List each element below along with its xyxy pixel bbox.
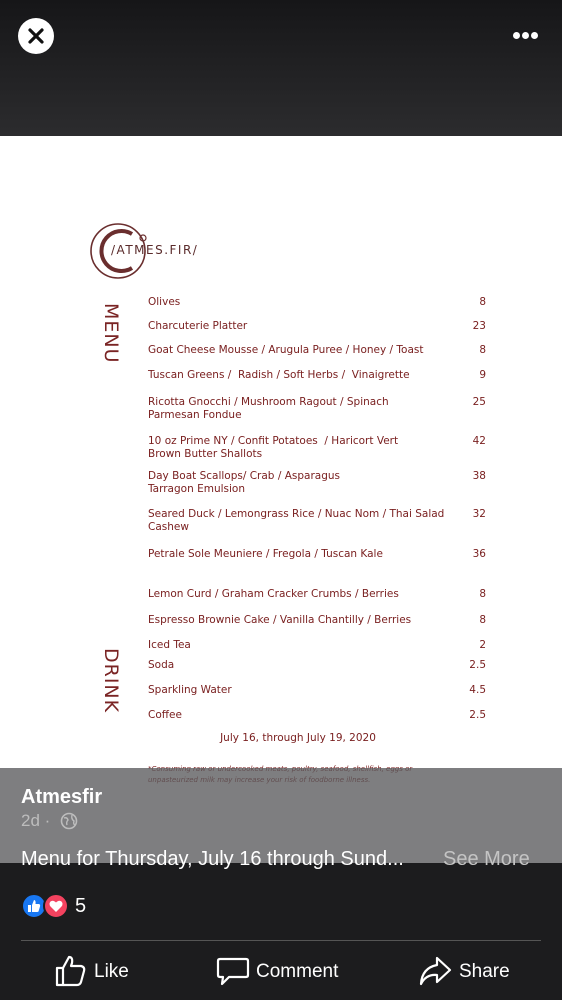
divider	[21, 940, 541, 941]
menu-item: Day Boat Scallops/ Crab / Asparagus Tarragon Emulsion 38	[148, 470, 486, 495]
globe-icon	[60, 812, 78, 830]
close-icon	[18, 18, 54, 54]
post-caption: Menu for Thursday, July 16 through Sund...	[21, 848, 404, 870]
menu-item: Espresso Brownie Cake / Vanilla Chantilly / Berries 8	[148, 614, 486, 626]
more-dots-icon	[513, 32, 520, 39]
drink-item: Iced Tea 2	[148, 639, 486, 651]
menu-item: Olives 8	[148, 296, 486, 308]
menu-item: Charcuterie Platter 23	[148, 320, 486, 332]
reaction-count: 5	[75, 895, 87, 917]
share-button[interactable]	[418, 952, 518, 990]
menu-item: Tuscan Greens / Radish / Soft Herbs / Vinaigrette 9	[148, 369, 486, 381]
menu-photo[interactable]	[0, 136, 562, 863]
menu-item: Ricotta Gnocchi / Mushroom Ragout / Spinach Parmesan Fondue 25	[148, 396, 486, 421]
like-button[interactable]	[54, 952, 144, 990]
menu-dates: July 16, through July 19, 2020	[220, 732, 376, 744]
see-more-link[interactable]: See More	[443, 848, 530, 870]
logo-text: /ATMES.FIR/	[111, 243, 199, 257]
drink-heading: DRINK	[100, 648, 122, 714]
drink-item: Sparkling Water 4.5	[148, 684, 486, 696]
menu-item: Seared Duck / Lemongrass Rice / Nuac Nom / Thai Salad Cashew 32	[148, 508, 486, 533]
comment-icon	[216, 954, 250, 988]
menu-heading: MENU	[100, 303, 122, 364]
thumbs-up-icon	[54, 954, 88, 988]
comment-button[interactable]	[216, 952, 356, 990]
viewer-top-bar	[0, 0, 562, 136]
drink-item: Coffee 2.5	[148, 709, 486, 721]
love-reaction-icon	[43, 893, 69, 919]
share-icon	[418, 954, 452, 988]
share-label: Share	[459, 961, 510, 982]
post-time[interactable]: 2d ·	[21, 811, 51, 830]
like-label: Like	[94, 961, 129, 982]
menu-item: Petrale Sole Meuniere / Fregola / Tuscan Kale 36	[148, 548, 486, 560]
more-options-button[interactable]	[510, 26, 542, 46]
drink-item: Soda 2.5	[148, 659, 486, 671]
menu-item: 10 oz Prime NY / Confit Potatoes / Haricort Vert Brown Butter Shallots 42	[148, 435, 486, 460]
post-author[interactable]: Atmesfir	[21, 786, 103, 808]
close-button[interactable]	[18, 18, 54, 54]
comment-label: Comment	[256, 961, 339, 982]
menu-item: Lemon Curd / Graham Cracker Crumbs / Berries 8	[148, 588, 486, 600]
menu-item: Goat Cheese Mousse / Arugula Puree / Honey / Toast 8	[148, 344, 486, 356]
